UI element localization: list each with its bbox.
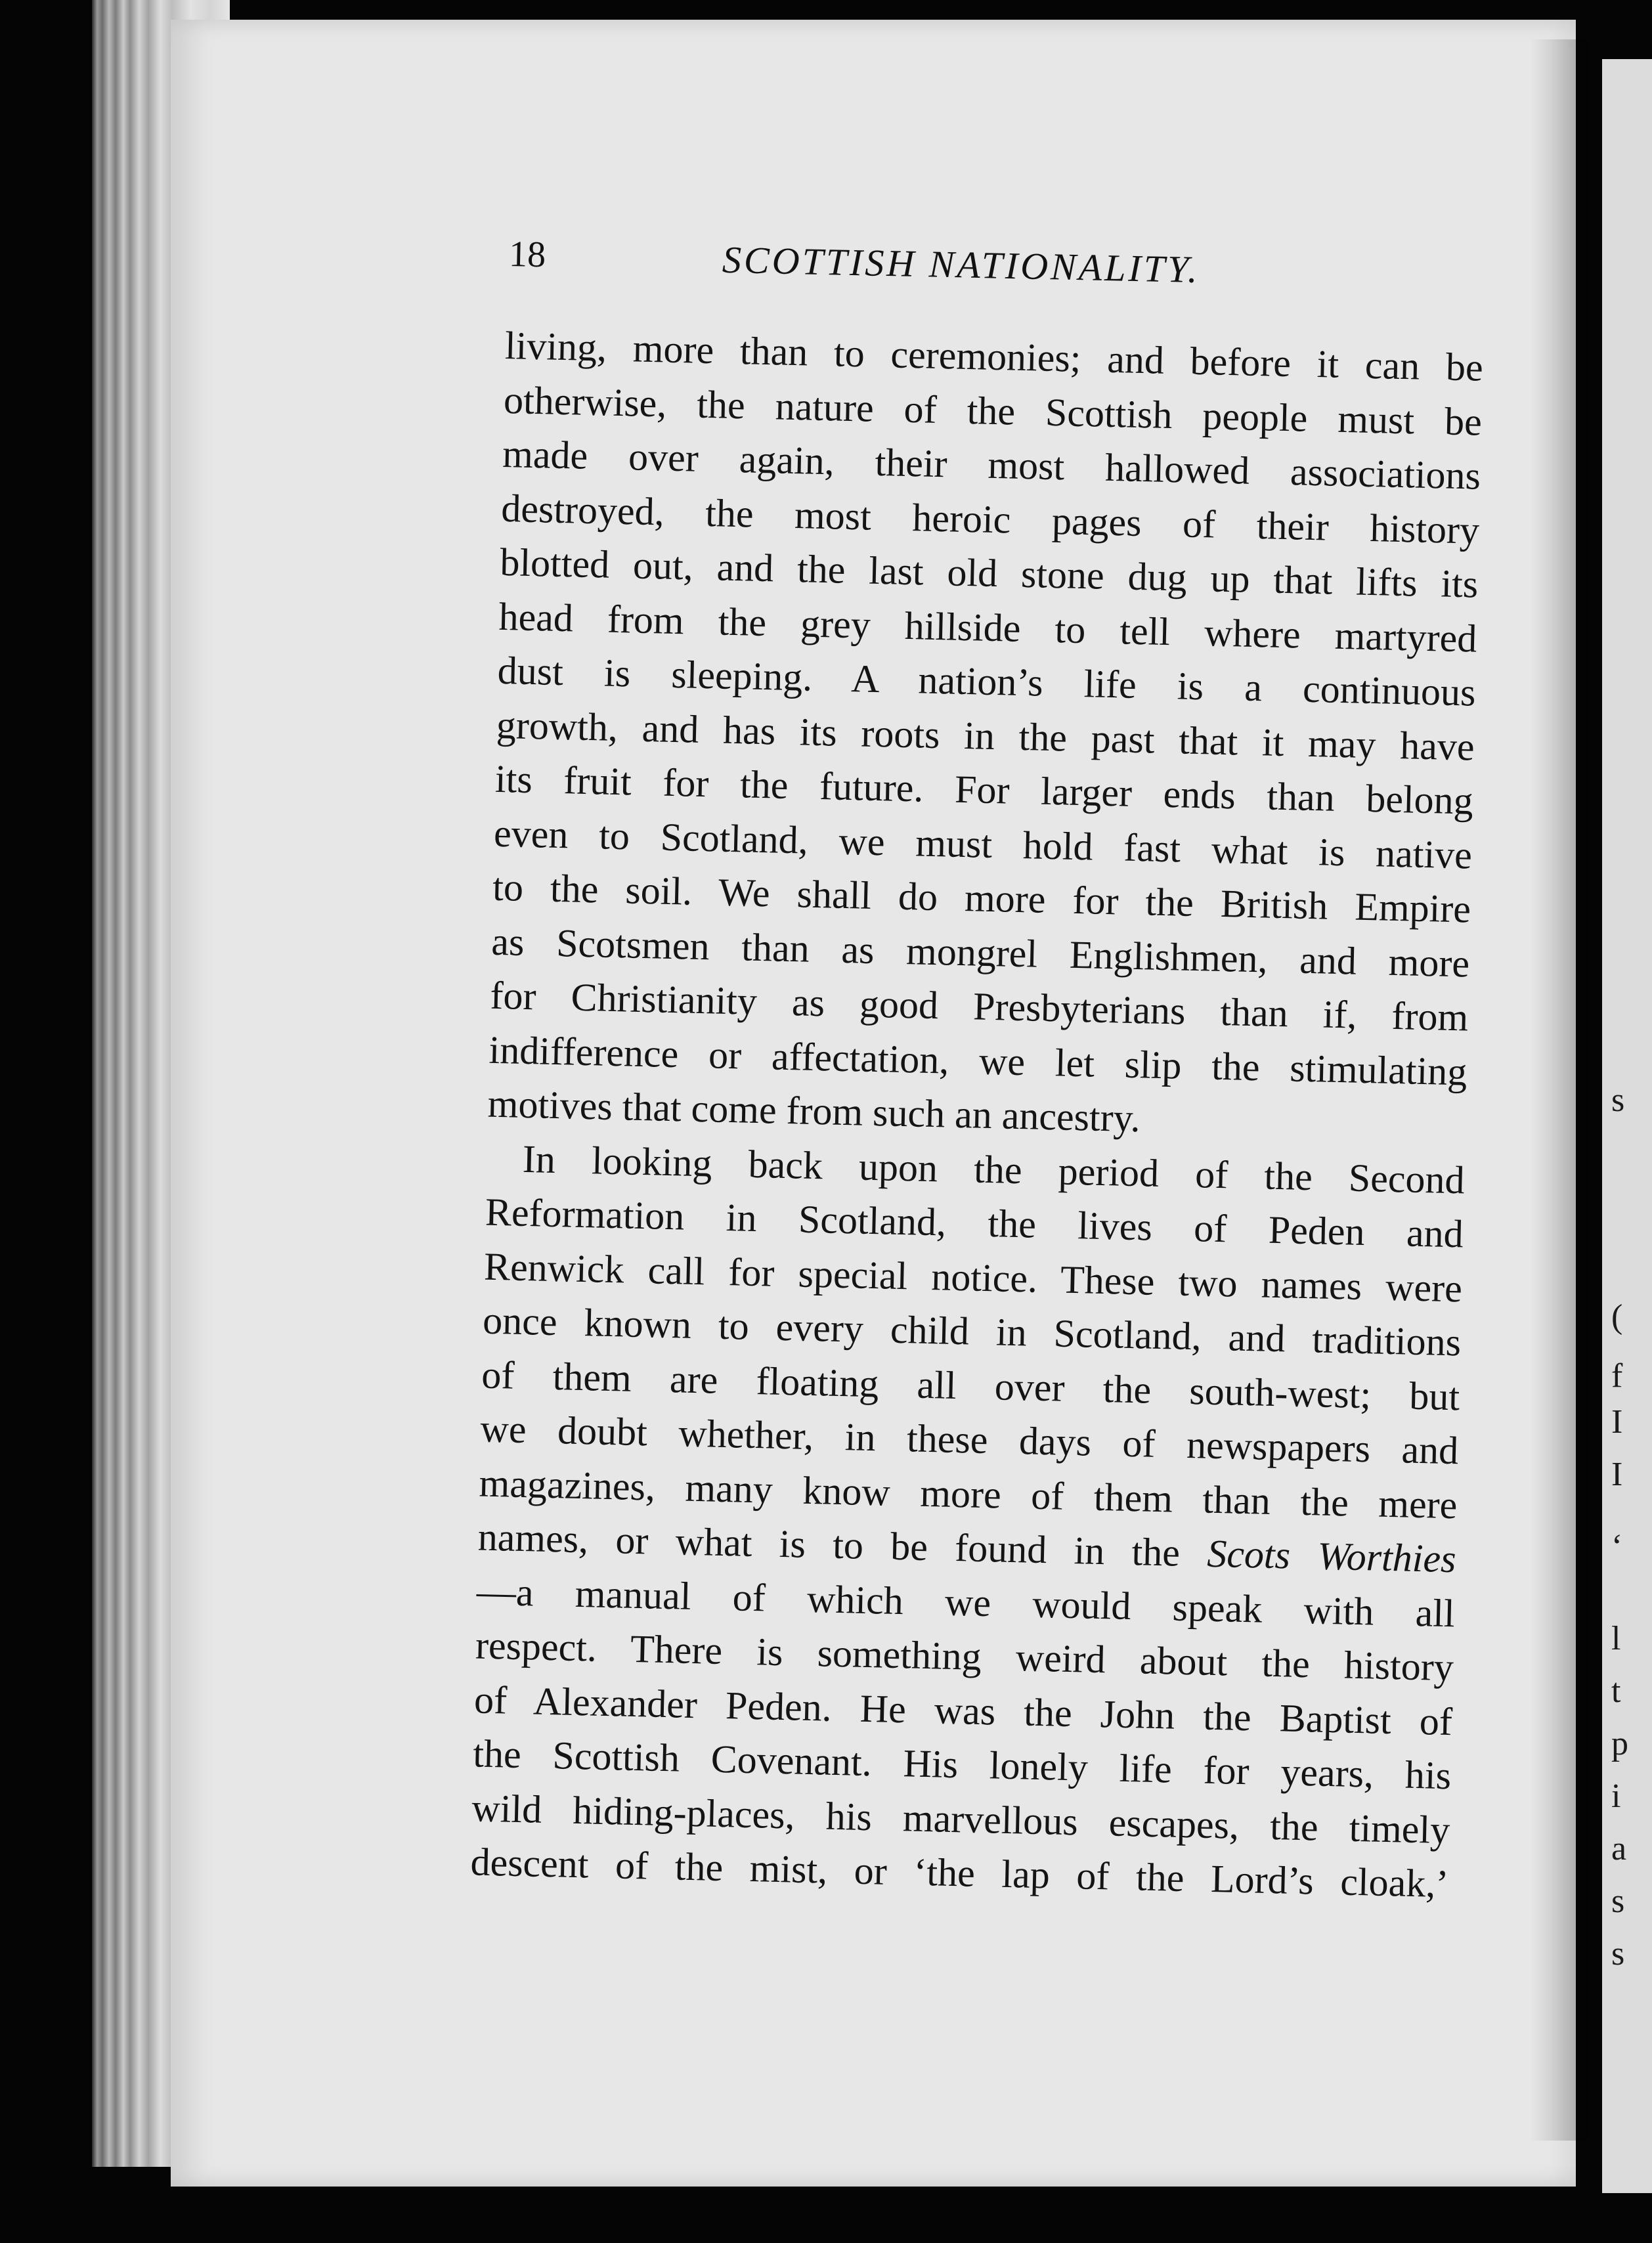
text-line: respect. There is something weird about the history — [475, 1623, 1454, 1689]
text-line: its fruit for the future. For larger ends than belong — [494, 756, 1474, 823]
text-line: to the soil. We shall do more for the British Empire — [492, 865, 1471, 931]
text-line: growth, and has its roots in the past that it may have — [496, 703, 1475, 769]
text-line: indifference or affectation, we let slip the stimulating — [488, 1028, 1468, 1094]
text-line: made over again, their most hallowed associations — [502, 431, 1481, 498]
text-line: the Scottish Covenant. His lonely life for years, his — [472, 1731, 1452, 1798]
text-line: even to Scotland, we must hold fast what is native — [493, 811, 1473, 877]
text-line: of them are floating all over the south-west; but — [481, 1353, 1460, 1418]
text-line: we doubt whether, in these days of newspapers and — [479, 1406, 1460, 1473]
text-line: of Alexander Peden. He was the John the Baptist of — [473, 1677, 1453, 1743]
next-page-fragment: l — [1611, 1620, 1621, 1657]
running-title: SCOTTISH NATIONALITY. — [722, 238, 1201, 292]
text-line: motives that come from such an ancestry. — [487, 1081, 1141, 1141]
text-line: living, more than to ceremonies; and before it can be — [504, 323, 1484, 389]
text-line: for Christianity as good Presbyterians than if, from — [489, 973, 1469, 1039]
body-text — [470, 318, 1484, 1911]
text-line: wild hiding-places, his marvellous escapes, the timely — [471, 1785, 1450, 1852]
text-fragment: names, or what is to be found in the — [477, 1515, 1181, 1575]
text-line: once known to every child in Scotland, and traditions — [482, 1298, 1462, 1364]
text-line: In looking back upon the period of the Second — [522, 1137, 1466, 1202]
text-line: as Scotsmen than as mongrel Englishmen, and more — [490, 919, 1470, 986]
next-page-fragment: ‘ — [1611, 1528, 1623, 1565]
text-line: —a manual of which we would speak with all — [476, 1569, 1456, 1635]
next-page-fragment: ( — [1611, 1298, 1623, 1336]
next-page-fragment: s — [1611, 1883, 1625, 1920]
text-line: otherwise, the nature of the Scottish people must be — [503, 378, 1483, 444]
next-page-fragment: f — [1611, 1357, 1623, 1395]
page-fold-shadow — [1530, 39, 1589, 2141]
book-title: Scots Worthies — [1206, 1531, 1457, 1581]
next-page-fragment: a — [1611, 1830, 1627, 1867]
text-line: head from the grey hillside to tell where martyred — [498, 594, 1478, 661]
next-page-fragment: s — [1611, 1935, 1625, 1972]
text-line: descent of the mist, or ‘the lap of the Lord’s cloak,’ — [469, 1840, 1450, 1906]
next-page-fragment: i — [1611, 1777, 1621, 1815]
next-page-fragment: I — [1611, 1456, 1623, 1493]
next-page-edge — [1602, 59, 1652, 2193]
text-line: magazines, many know more of them than the mere — [479, 1461, 1458, 1527]
next-page-fragment: s — [1611, 1081, 1625, 1119]
next-page-fragment: I — [1611, 1403, 1623, 1441]
page-number: 18 — [508, 234, 546, 276]
next-page-fragment: t — [1611, 1672, 1621, 1710]
text-line: dust is sleeping. A nation’s life is a continuous — [497, 648, 1477, 714]
text-line: blotted out, and the last old stone dug up that lifts its — [499, 540, 1479, 606]
text-line: Renwick call for special notice. These two names were — [483, 1244, 1463, 1310]
text-line: destroyed, the most heroic pages of their history — [500, 486, 1480, 552]
text-line: Reformation in Scotland, the lives of Peden and — [485, 1190, 1464, 1256]
next-page-fragment: p — [1611, 1725, 1628, 1762]
